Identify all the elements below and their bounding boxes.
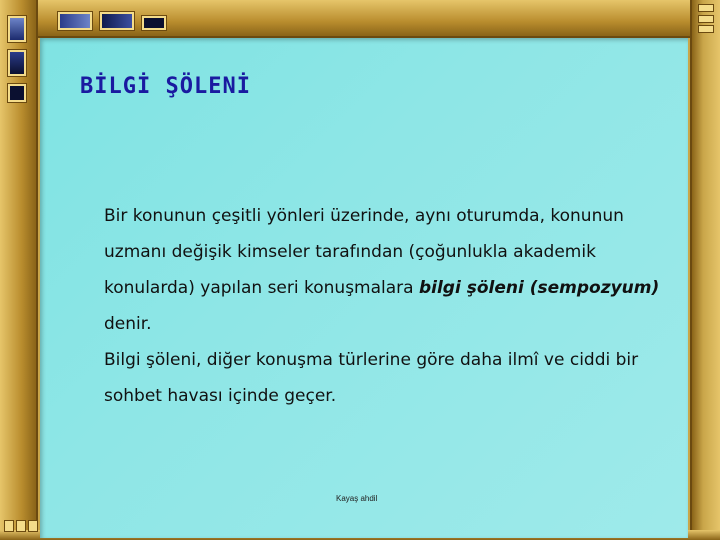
paragraph-text: Bir konunun çeşitli yönleri üzerinde, aynı oturumda, konunun uzmanı değişik kimseler tarafından (çoğunlukla akademik konularda) yapılan seri konuşmalara (104, 206, 624, 298)
frame-left (0, 0, 38, 540)
slide-title: BİLGİ ŞÖLENİ (80, 74, 251, 99)
nav-tile-icon (100, 12, 134, 30)
corner-ornament-icon (698, 4, 714, 34)
slide-body (104, 198, 684, 414)
slide-footer: Kayaş ahdil (336, 494, 378, 503)
paragraph-description: Bilgi şöleni, diğer konuşma türlerine göre daha ilmî ve ciddi bir sohbet havası içinde geçer. (104, 350, 639, 406)
nav-tile-icon (8, 16, 26, 42)
nav-tile-icon (142, 16, 166, 30)
paragraph-text: denir. (104, 314, 152, 334)
nav-tile-icon (58, 12, 92, 30)
bottom-ornament-icon (4, 520, 38, 532)
nav-tile-icon (8, 50, 26, 76)
frame-right (690, 0, 720, 540)
paragraph-definition (104, 198, 684, 342)
term-emphasis: bilgi şöleni (sempozyum) (418, 278, 660, 298)
nav-tile-icon (8, 84, 26, 102)
